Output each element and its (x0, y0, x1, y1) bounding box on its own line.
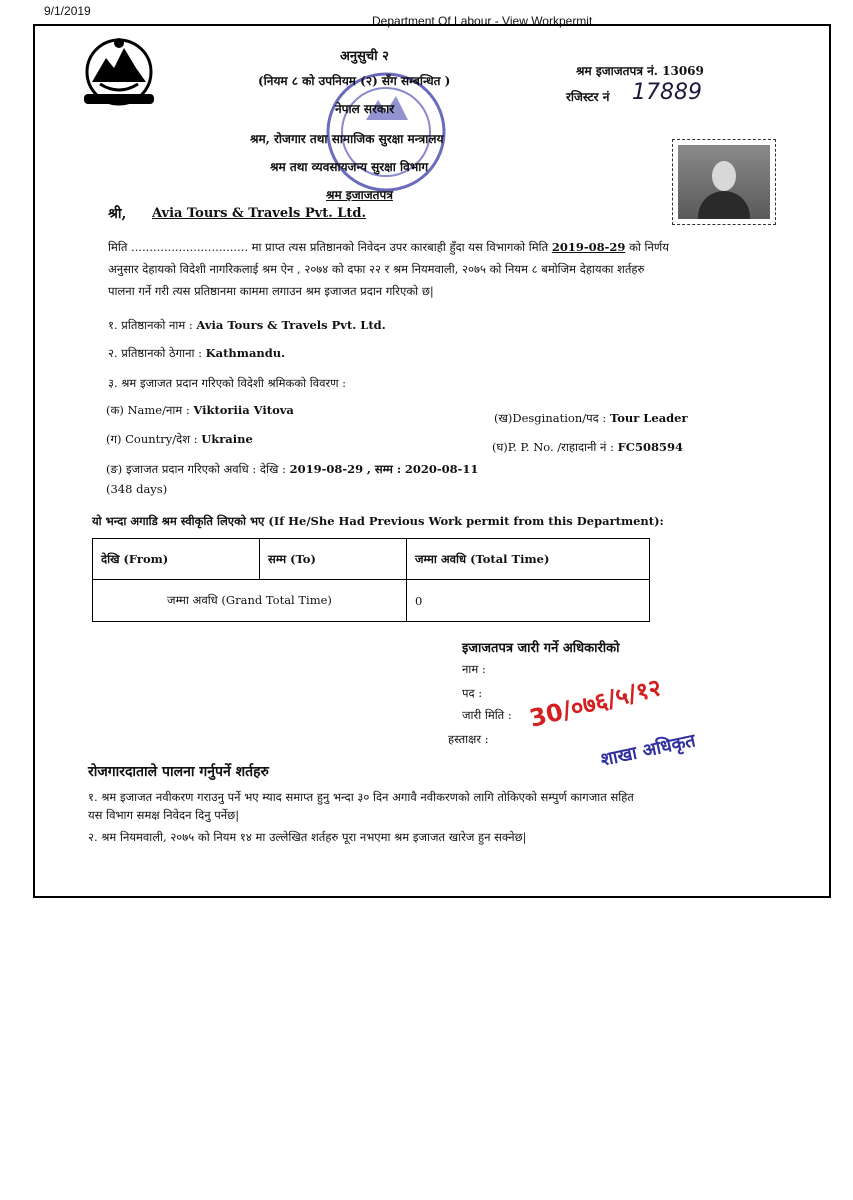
addressee-prefix: श्री, (108, 206, 127, 222)
worker-name-row: (क) Name/नाम : Viktoriia Vitova (106, 403, 294, 417)
worker-designation-row: (ख)Desgination/पद : Tour Leader (494, 411, 688, 425)
condition-1-line-2: यस विभाग समक्ष निवेदन दिनु पर्नेछ| (88, 808, 240, 822)
body-line-1: मिति ................................ मा प्राप्त त्यस प्रतिष्ठानको निवेदन उपर कारबाही हुँदा यस विभागको मिति 2019-08-29 को निर्णय (108, 240, 669, 254)
company-address-row: २. प्रतिष्ठानको ठेगाना : Kathmandu. (108, 346, 286, 360)
body-line-2: अनुसार देहायको विदेशी नागरिकलाई श्रम ऐन , २०७४ को दफा २२ र श्रम नियमवाली, २०७५ को नियम ८ बमोजिम देहायका शर्तहरु (108, 262, 645, 276)
government-name: नेपाल सरकार (335, 102, 395, 116)
permit-number: श्रम इजाजतपत्र नं. 13069 (576, 64, 704, 78)
addressee-company: Avia Tours & Travels Pvt. Ltd. (152, 206, 367, 221)
table-header-row (93, 539, 650, 580)
worker-details-heading: ३. श्रम इजाजत प्रदान गरिएको विदेशी श्रमिकको विवरण : (108, 376, 347, 390)
issuer-signature-label: हस्ताक्षर : (448, 732, 489, 746)
grand-total-label: जम्मा अवधि (Grand Total Time) (93, 580, 407, 622)
body-line-3: पालना गर्ने गरी त्यस प्रतिष्ठानमा काममा लगाउन श्रम इजाजत प्रदान गरिएको छ| (108, 284, 434, 298)
issuer-name-label: नाम : (462, 662, 486, 676)
condition-1-line-1: १. श्रम इजाजत नवीकरण गराउनु पर्ने भए म्याद समाप्त हुनु भन्दा ३० दिन अगावै नवीकरणको लागि तोकिएको सम्पुर्ण कागजात सहित (88, 790, 634, 804)
decision-date: 2019-08-29 (551, 240, 626, 254)
register-number-value: 17889 (632, 80, 702, 105)
table-row (93, 580, 650, 622)
permit-period-row: (ङ) इजाजत प्रदान गरिएको अवधि : देखि : 2019-08-29 , सम्म : 2020-08-11 (106, 462, 479, 476)
issuer-date-label: जारी मिति : (462, 708, 512, 722)
col-from-header: देखि (From) (93, 539, 260, 580)
condition-2: २. श्रम नियमवाली, २०७५ को नियम १४ मा उल्लेखित शर्तहरु पूरा नभएमा श्रम इजाजत खारेज हुन सक्नेछ| (88, 830, 527, 844)
previous-permit-heading: यो भन्दा अगाडि श्रम स्वीकृति लिएको भए (If He/She Had Previous Work permit from this Department): (92, 514, 664, 528)
rule-reference: (नियम ८ को उपनियम (२) सँग सम्बन्धित ) (258, 74, 451, 88)
worker-passport-row: (घ)P. P. No. /राहादानी नं : FC508594 (492, 440, 683, 454)
previous-permit-table (92, 538, 650, 622)
worker-country-row: (ग) Country/देश : Ukraine (106, 432, 253, 446)
permit-period-days: (348 days) (106, 482, 168, 496)
browser-page-title: Department Of Labour - View Workpermit (372, 14, 593, 28)
conditions-heading: रोजगारदाताले पालना गर्नुपर्ने शर्तहरु (88, 764, 269, 780)
grand-total-value: 0 (407, 580, 650, 622)
company-name-row: १. प्रतिष्ठानको नाम : Avia Tours & Travels Pvt. Ltd. (108, 318, 386, 332)
col-total-header: जम्मा अवधि (Total Time) (407, 539, 650, 580)
ministry-name: श्रम, रोजगार तथा सामाजिक सुरक्षा मन्त्रालय (250, 132, 444, 146)
schedule-heading: अनुसुची २ (340, 49, 389, 64)
nepal-emblem-icon (78, 34, 160, 112)
department-name: श्रम तथा व्यवसायजन्य सुरक्षा विभाग (270, 160, 429, 174)
issuer-heading: इजाजतपत्र जारी गर्ने अधिकारीको (462, 641, 620, 656)
officer-seal: शाखा अधिकृत (598, 730, 698, 771)
document-title: श्रम इजाजतपत्र (326, 188, 393, 202)
worker-photo (672, 139, 776, 225)
issuer-post-label: पद : (462, 686, 483, 700)
register-number-label: रजिस्टर नं (566, 90, 610, 104)
print-date: 9/1/2019 (44, 4, 91, 18)
handwritten-issue-date: 30/०७६/५/१२ (526, 673, 665, 733)
col-to-header: सम्म (To) (260, 539, 407, 580)
